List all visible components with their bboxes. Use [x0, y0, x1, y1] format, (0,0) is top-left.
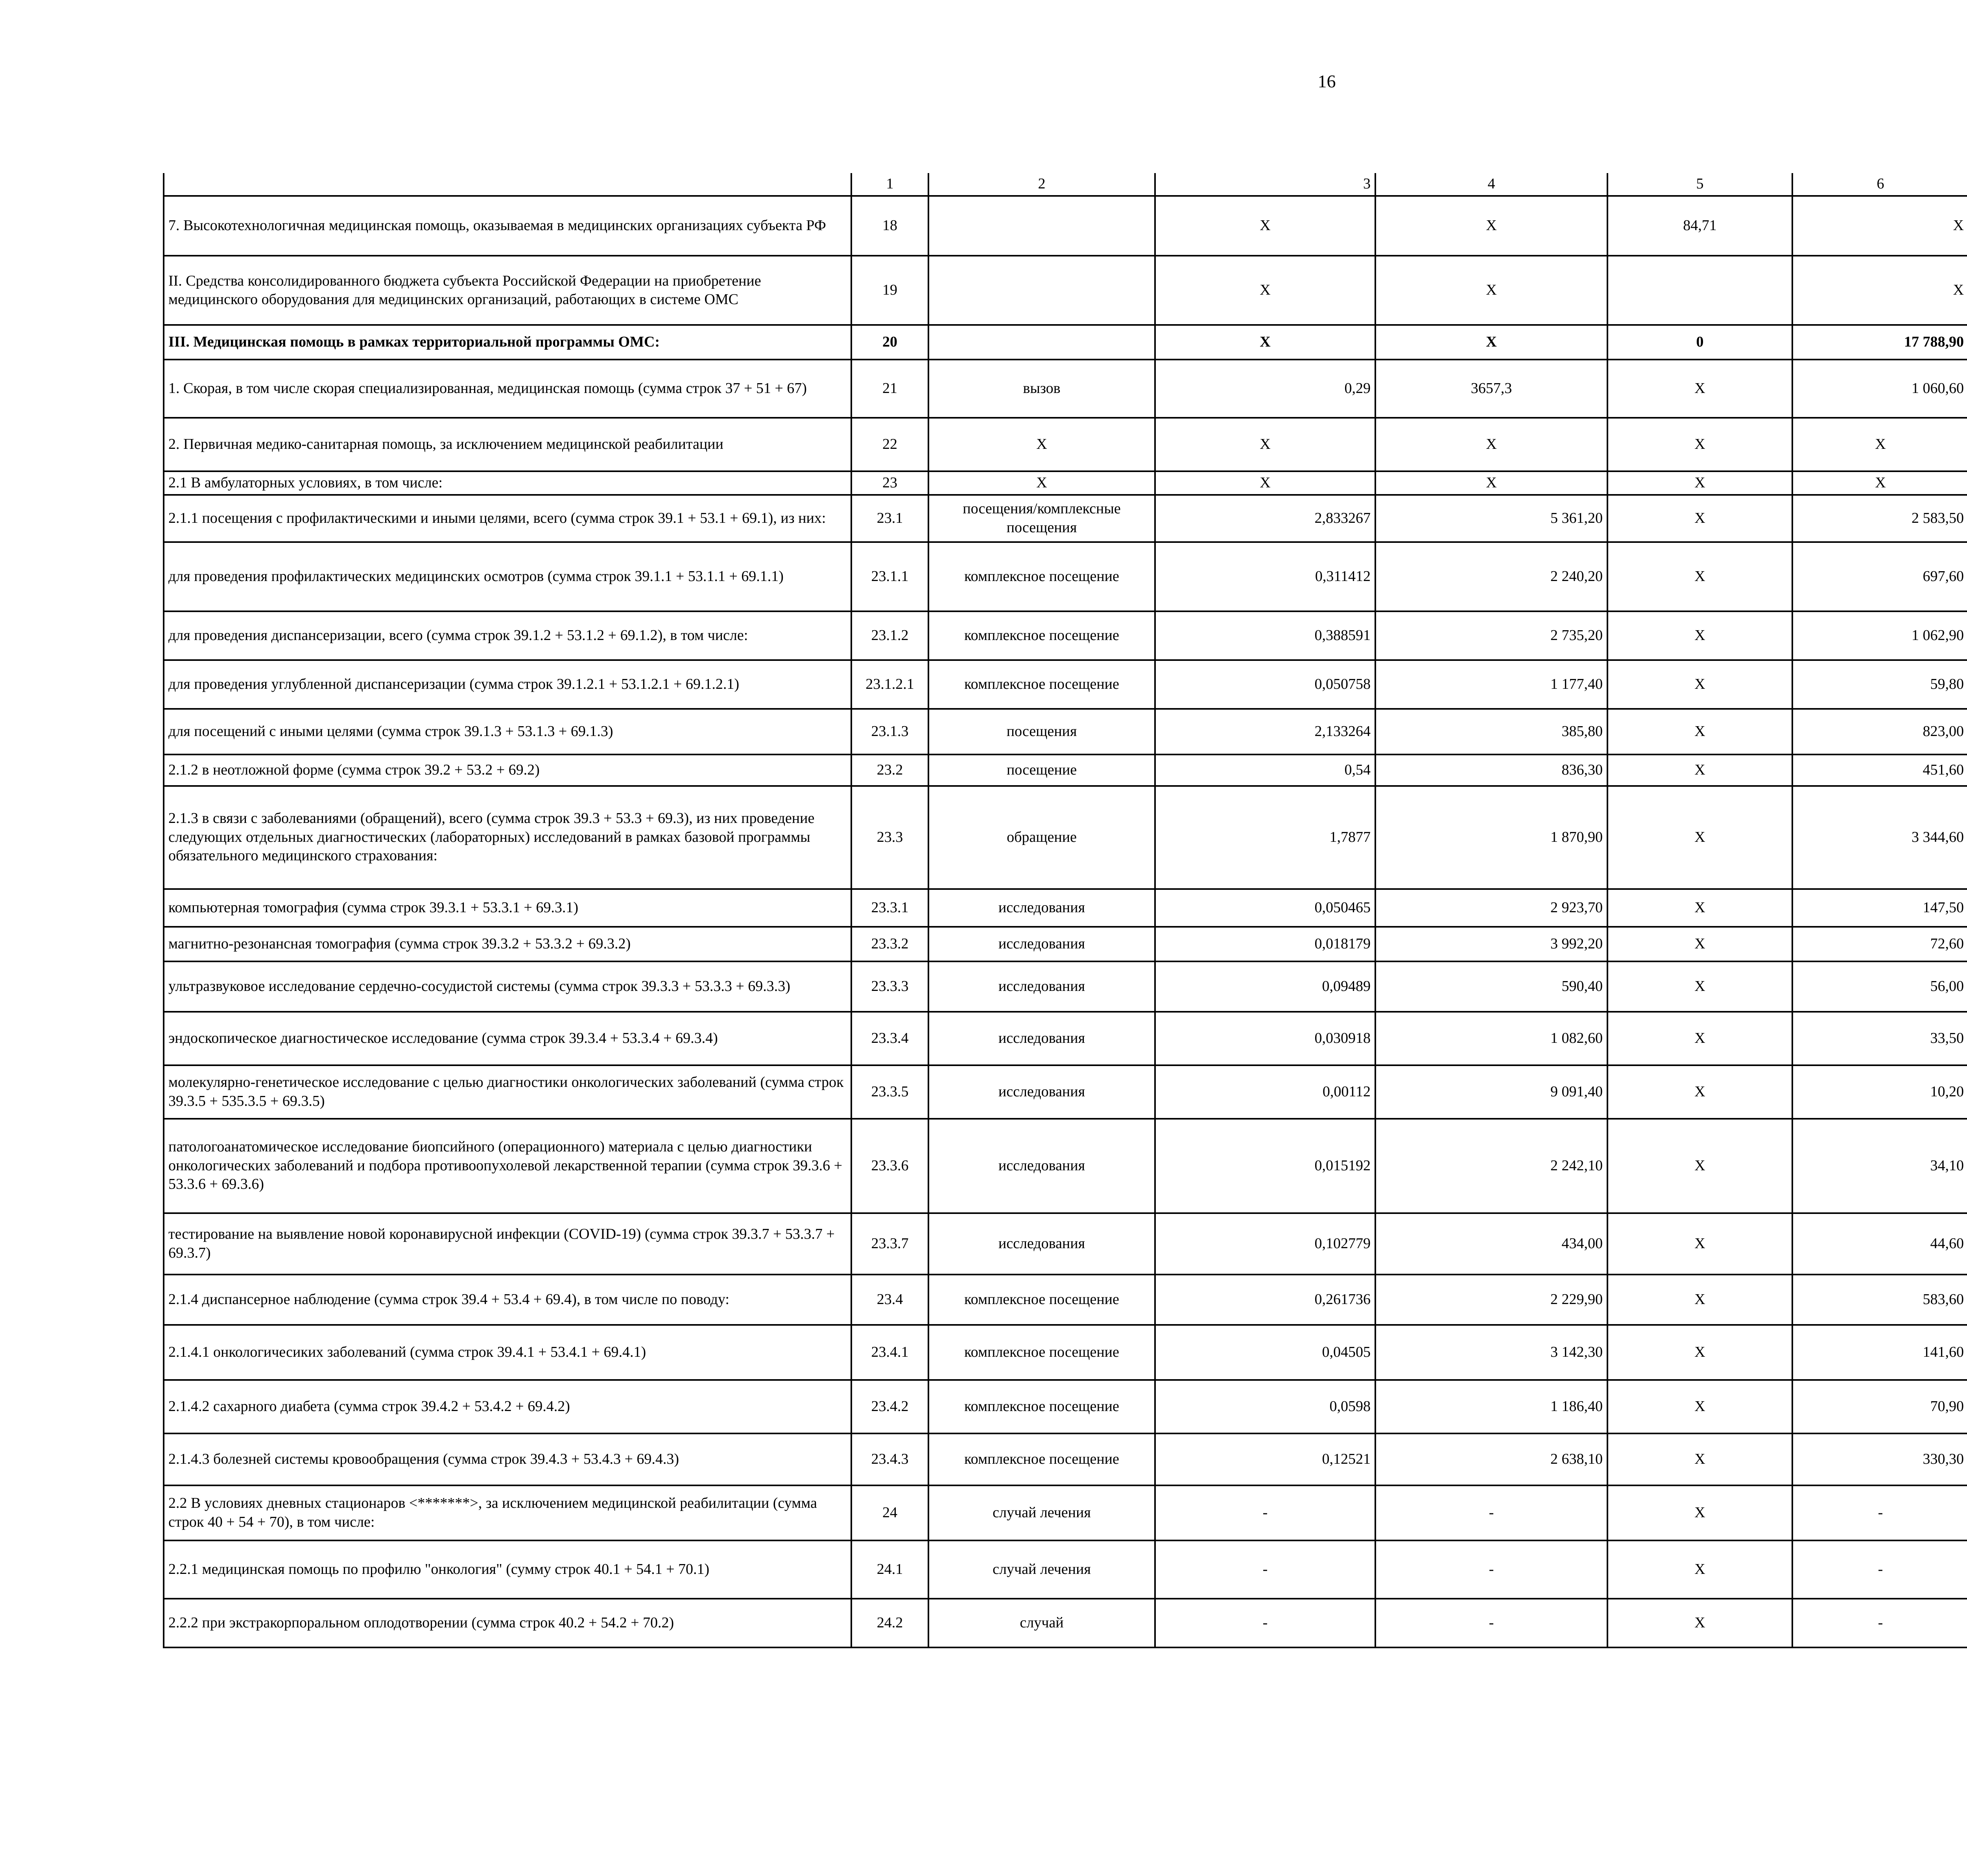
cell-col-4: 2 229,90: [1375, 1275, 1607, 1325]
cell-col-1: 23.3.2: [851, 927, 928, 961]
cell-col-4: -: [1375, 1540, 1607, 1599]
row-label-cell: 7. Высокотехнологичная медицинская помощь, оказываемая в медицинских организациях субъекта РФ: [164, 196, 851, 256]
cell-col-2: обращение: [928, 786, 1155, 889]
cell-col-5: [1607, 256, 1792, 325]
cell-col-3: 0,015192: [1155, 1119, 1375, 1213]
cell-col-3: 0,030918: [1155, 1012, 1375, 1065]
row-label-cell: для проведения диспансеризации, всего (сумма строк 39.1.2 + 53.1.2 + 69.1.2), в том числе:: [164, 611, 851, 660]
cell-col-3: 2,133264: [1155, 709, 1375, 754]
table-row: [164, 611, 1967, 660]
row-label-cell: молекулярно-генетическое исследование с целью диагностики онкологических заболеваний (сумма строк 39.3.5 + 535.3.5 + 69.3.5): [164, 1065, 851, 1119]
row-label-cell: 2.1.4.1 онкологичесиких заболеваний (сумма строк 39.4.1 + 53.4.1 + 69.4.1): [164, 1325, 851, 1380]
cell-col-5: X: [1607, 360, 1792, 418]
cell-col-3: 0,388591: [1155, 611, 1375, 660]
table-row: [164, 1012, 1967, 1065]
cell-col-6: X: [1792, 471, 1967, 495]
cell-col-2: комплексное посещение: [928, 611, 1155, 660]
cell-col-2: комплексное посещение: [928, 1433, 1155, 1485]
cell-col-6: 451,60: [1792, 754, 1967, 786]
row-label-cell: 2. Первичная медико-санитарная помощь, за исключением медицинской реабилитации: [164, 418, 851, 471]
cell-col-5: X: [1607, 418, 1792, 471]
cell-col-1: 23.1.1: [851, 542, 928, 611]
cell-col-2: комплексное посещение: [928, 542, 1155, 611]
row-label-cell: для проведения профилактических медицинских осмотров (сумма строк 39.1.1 + 53.1.1 + 69.1.1): [164, 542, 851, 611]
cell-col-6: 141,60: [1792, 1325, 1967, 1380]
cell-col-2: посещение: [928, 754, 1155, 786]
cell-col-5: X: [1607, 1380, 1792, 1433]
row-label-cell: 2.1.3 в связи с заболеваниями (обращений), всего (сумма строк 39.3 + 53.3 + 69.3), из них проведение следующих отдельных диагностических (лабораторных) исследований в рамках базовой программы обязательного медицинского страхования:: [164, 786, 851, 889]
cell-col-2: вызов: [928, 360, 1155, 418]
row-label-cell: 2.1.4.3 болезней системы кровообращения (сумма строк 39.4.3 + 53.4.3 + 69.4.3): [164, 1433, 851, 1485]
cell-col-4: 2 638,10: [1375, 1433, 1607, 1485]
cell-col-2: комплексное посещение: [928, 1325, 1155, 1380]
cell-col-5: X: [1607, 542, 1792, 611]
cell-col-4: X: [1375, 256, 1607, 325]
table-row: [164, 1485, 1967, 1540]
cell-col-6: X: [1792, 196, 1967, 256]
header-cell-1: 1: [851, 173, 928, 196]
header-cell-6: 6: [1792, 173, 1967, 196]
cell-col-6: 72,60: [1792, 927, 1967, 961]
cell-col-3: -: [1155, 1485, 1375, 1540]
cell-col-3: 0,102779: [1155, 1213, 1375, 1275]
cell-col-3: -: [1155, 1599, 1375, 1647]
cell-col-2: случай лечения: [928, 1540, 1155, 1599]
cell-col-3: 0,0598: [1155, 1380, 1375, 1433]
cell-col-5: X: [1607, 961, 1792, 1012]
cell-col-2: исследования: [928, 961, 1155, 1012]
cell-col-2: случай: [928, 1599, 1155, 1647]
cell-col-3: 0,00112: [1155, 1065, 1375, 1119]
row-label-cell: патологоанатомическое исследование биопсийного (операционного) материала с целью диагностики онкологических заболеваний и подбора противоопухолевой лекарственной терапии (сумма строк 39.3.6 + 53.3.6 + 69.3.6): [164, 1119, 851, 1213]
cell-col-5: X: [1607, 1485, 1792, 1540]
cell-col-1: 20: [851, 325, 928, 360]
cell-col-4: 2 242,10: [1375, 1119, 1607, 1213]
cell-col-2: случай лечения: [928, 1485, 1155, 1540]
cell-col-3: 0,311412: [1155, 542, 1375, 611]
cell-col-1: 23.2: [851, 754, 928, 786]
cell-col-4: X: [1375, 325, 1607, 360]
cell-col-1: 19: [851, 256, 928, 325]
table-row: [164, 1433, 1967, 1485]
cell-col-5: X: [1607, 1325, 1792, 1380]
cell-col-4: 1 082,60: [1375, 1012, 1607, 1065]
cell-col-1: 23.1.3: [851, 709, 928, 754]
cell-col-2: исследования: [928, 1119, 1155, 1213]
cell-col-2: исследования: [928, 1065, 1155, 1119]
table-row: [164, 325, 1967, 360]
cell-col-6: 44,60: [1792, 1213, 1967, 1275]
cell-col-5: X: [1607, 709, 1792, 754]
cell-col-3: X: [1155, 256, 1375, 325]
cell-col-4: 3 142,30: [1375, 1325, 1607, 1380]
row-label-cell: 2.1.4.2 сахарного диабета (сумма строк 39.4.2 + 53.4.2 + 69.4.2): [164, 1380, 851, 1433]
table-row: [164, 1325, 1967, 1380]
cell-col-2: [928, 256, 1155, 325]
table-row: [164, 471, 1967, 495]
header-cell-4: 4: [1375, 173, 1607, 196]
cell-col-6: 1 060,60: [1792, 360, 1967, 418]
cell-col-1: 22: [851, 418, 928, 471]
cell-col-5: X: [1607, 1119, 1792, 1213]
cell-col-6: 697,60: [1792, 542, 1967, 611]
cell-col-5: X: [1607, 660, 1792, 709]
cell-col-4: 1 177,40: [1375, 660, 1607, 709]
cell-col-5: X: [1607, 471, 1792, 495]
cell-col-1: 23.3.6: [851, 1119, 928, 1213]
row-label-cell: 2.2.1 медицинская помощь по профилю "онкология" (сумму строк 40.1 + 54.1 + 70.1): [164, 1540, 851, 1599]
cell-col-5: X: [1607, 754, 1792, 786]
cell-col-6: 1 062,90: [1792, 611, 1967, 660]
cell-col-2: исследования: [928, 1213, 1155, 1275]
cell-col-5: 84,71: [1607, 196, 1792, 256]
row-label-cell: эндоскопическое диагностическое исследование (сумма строк 39.3.4 + 53.3.4 + 69.3.4): [164, 1012, 851, 1065]
cell-col-1: 23.3.3: [851, 961, 928, 1012]
row-label-cell: III. Медицинская помощь в рамках территориальной программы ОМС:: [164, 325, 851, 360]
cell-col-1: 21: [851, 360, 928, 418]
cell-col-5: X: [1607, 1433, 1792, 1485]
cell-col-4: 2 240,20: [1375, 542, 1607, 611]
cell-col-5: X: [1607, 1213, 1792, 1275]
cell-col-3: 0,04505: [1155, 1325, 1375, 1380]
cell-col-3: 0,050465: [1155, 889, 1375, 927]
cell-col-6: 10,20: [1792, 1065, 1967, 1119]
cell-col-4: 836,30: [1375, 754, 1607, 786]
cell-col-1: 18: [851, 196, 928, 256]
cell-col-4: -: [1375, 1599, 1607, 1647]
row-label-cell: II. Средства консолидированного бюджета субъекта Российской Федерации на приобретение медицинского оборудования для медицинских организаций, работающих в системе ОМС: [164, 256, 851, 325]
table-row: [164, 660, 1967, 709]
cell-col-3: 0,018179: [1155, 927, 1375, 961]
cell-col-1: 23.4.2: [851, 1380, 928, 1433]
cell-col-4: 3657,3: [1375, 360, 1607, 418]
data-table: [163, 173, 1967, 1648]
table-row: [164, 360, 1967, 418]
cell-col-1: 24.1: [851, 1540, 928, 1599]
table-row: [164, 542, 1967, 611]
cell-col-4: X: [1375, 418, 1607, 471]
row-label-cell: 2.1 В амбулаторных условиях, в том числе:: [164, 471, 851, 495]
cell-col-3: X: [1155, 196, 1375, 256]
cell-col-5: X: [1607, 1065, 1792, 1119]
cell-col-6: 147,50: [1792, 889, 1967, 927]
cell-col-3: 2,833267: [1155, 495, 1375, 542]
cell-col-2: комплексное посещение: [928, 1275, 1155, 1325]
cell-col-5: X: [1607, 1275, 1792, 1325]
row-label-cell: тестирование на выявление новой коронавирусной инфекции (COVID-19) (сумма строк 39.3.7 + 53.3.7 + 69.3.7): [164, 1213, 851, 1275]
cell-col-3: 0,050758: [1155, 660, 1375, 709]
table-row: [164, 418, 1967, 471]
cell-col-4: 2 923,70: [1375, 889, 1607, 927]
cell-col-6: 17 788,90: [1792, 325, 1967, 360]
row-label-cell: 1. Скорая, в том числе скорая специализированная, медицинская помощь (сумма строк 37 + 51 + 67): [164, 360, 851, 418]
cell-col-1: 23.1: [851, 495, 928, 542]
cell-col-5: X: [1607, 611, 1792, 660]
cell-col-6: 59,80: [1792, 660, 1967, 709]
cell-col-5: X: [1607, 889, 1792, 927]
cell-col-1: 23.4.3: [851, 1433, 928, 1485]
cell-col-4: 9 091,40: [1375, 1065, 1607, 1119]
cell-col-2: [928, 196, 1155, 256]
cell-col-2: X: [928, 471, 1155, 495]
table-row: [164, 1275, 1967, 1325]
cell-col-1: 23.4: [851, 1275, 928, 1325]
row-label-cell: для проведения углубленной диспансеризации (сумма строк 39.1.2.1 + 53.1.2.1 + 69.1.2.1): [164, 660, 851, 709]
cell-col-6: -: [1792, 1540, 1967, 1599]
cell-col-4: X: [1375, 471, 1607, 495]
table-row: [164, 927, 1967, 961]
table-row: [164, 1380, 1967, 1433]
row-label-cell: компьютерная томография (сумма строк 39.3.1 + 53.3.1 + 69.3.1): [164, 889, 851, 927]
header-cell-3: 3: [1155, 173, 1375, 196]
cell-col-5: X: [1607, 1599, 1792, 1647]
cell-col-3: X: [1155, 325, 1375, 360]
cell-col-5: X: [1607, 786, 1792, 889]
cell-col-1: 23.3.5: [851, 1065, 928, 1119]
cell-col-6: 34,10: [1792, 1119, 1967, 1213]
cell-col-3: 0,29: [1155, 360, 1375, 418]
row-label-cell: ультразвуковое исследование сердечно-сосудистой системы (сумма строк 39.3.3 + 53.3.3 + 69.3.3): [164, 961, 851, 1012]
cell-col-6: 583,60: [1792, 1275, 1967, 1325]
cell-col-3: 0,12521: [1155, 1433, 1375, 1485]
cell-col-3: -: [1155, 1540, 1375, 1599]
row-label-cell: 2.1.2 в неотложной форме (сумма строк 39.2 + 53.2 + 69.2): [164, 754, 851, 786]
table-row: [164, 1599, 1967, 1647]
cell-col-2: [928, 325, 1155, 360]
cell-col-2: исследования: [928, 1012, 1155, 1065]
cell-col-2: посещения: [928, 709, 1155, 754]
row-label-cell: магнитно-резонансная томография (сумма строк 39.3.2 + 53.3.2 + 69.3.2): [164, 927, 851, 961]
cell-col-6: 3 344,60: [1792, 786, 1967, 889]
cell-col-5: X: [1607, 1012, 1792, 1065]
table-row: [164, 889, 1967, 927]
cell-col-1: 23.3.4: [851, 1012, 928, 1065]
cell-col-5: X: [1607, 927, 1792, 961]
cell-col-5: 0: [1607, 325, 1792, 360]
row-label-cell: для посещений с иными целями (сумма строк 39.1.3 + 53.1.3 + 69.1.3): [164, 709, 851, 754]
cell-col-2: X: [928, 418, 1155, 471]
cell-col-6: 330,30: [1792, 1433, 1967, 1485]
cell-col-4: 5 361,20: [1375, 495, 1607, 542]
table-row: [164, 196, 1967, 256]
cell-col-6: 70,90: [1792, 1380, 1967, 1433]
cell-col-4: X: [1375, 196, 1607, 256]
cell-col-3: X: [1155, 418, 1375, 471]
cell-col-6: X: [1792, 418, 1967, 471]
cell-col-4: 590,40: [1375, 961, 1607, 1012]
table-row: [164, 1065, 1967, 1119]
table-row: [164, 709, 1967, 754]
cell-col-3: X: [1155, 471, 1375, 495]
cell-col-6: X: [1792, 256, 1967, 325]
cell-col-1: 24: [851, 1485, 928, 1540]
header-cell-name: [164, 173, 851, 196]
table-row: [164, 495, 1967, 542]
header-row: [164, 173, 1967, 196]
cell-col-6: 56,00: [1792, 961, 1967, 1012]
cell-col-3: 0,09489: [1155, 961, 1375, 1012]
row-label-cell: 2.1.1 посещения с профилактическими и иными целями, всего (сумма строк 39.1 + 53.1 + 69.1), из них:: [164, 495, 851, 542]
row-label-cell: 2.1.4 диспансерное наблюдение (сумма строк 39.4 + 53.4 + 69.4), в том числе по поводу:: [164, 1275, 851, 1325]
row-label-cell: 2.2 В условиях дневных стационаров <*******>, за исключением медицинской реабилитации (сумма строк 40 + 54 + 70), в том числе:: [164, 1485, 851, 1540]
cell-col-2: посещения/комплексные посещения: [928, 495, 1155, 542]
cell-col-1: 23: [851, 471, 928, 495]
cell-col-3: 1,7877: [1155, 786, 1375, 889]
cell-col-2: исследования: [928, 889, 1155, 927]
table-row: [164, 1540, 1967, 1599]
cell-col-4: 1 870,90: [1375, 786, 1607, 889]
cell-col-4: 2 735,20: [1375, 611, 1607, 660]
cell-col-1: 23.1.2.1: [851, 660, 928, 709]
cell-col-6: -: [1792, 1599, 1967, 1647]
cell-col-6: 823,00: [1792, 709, 1967, 754]
cell-col-3: 0,261736: [1155, 1275, 1375, 1325]
cell-col-4: 3 992,20: [1375, 927, 1607, 961]
cell-col-1: 23.3.7: [851, 1213, 928, 1275]
cell-col-1: 23.3.1: [851, 889, 928, 927]
table-row: [164, 1213, 1967, 1275]
cell-col-3: 0,54: [1155, 754, 1375, 786]
page-number: 16: [1317, 71, 1336, 91]
cell-col-1: 23.3: [851, 786, 928, 889]
cell-col-6: -: [1792, 1485, 1967, 1540]
table-row: [164, 961, 1967, 1012]
table-row: [164, 256, 1967, 325]
cell-col-6: 33,50: [1792, 1012, 1967, 1065]
cell-col-2: комплексное посещение: [928, 1380, 1155, 1433]
table-row: [164, 786, 1967, 889]
cell-col-1: 23.4.1: [851, 1325, 928, 1380]
cell-col-5: X: [1607, 1540, 1792, 1599]
cell-col-2: комплексное посещение: [928, 660, 1155, 709]
cell-col-2: исследования: [928, 927, 1155, 961]
cell-col-1: 23.1.2: [851, 611, 928, 660]
cell-col-4: 1 186,40: [1375, 1380, 1607, 1433]
cell-col-5: X: [1607, 495, 1792, 542]
cell-col-4: 385,80: [1375, 709, 1607, 754]
cell-col-4: 434,00: [1375, 1213, 1607, 1275]
table-row: [164, 754, 1967, 786]
header-cell-5: 5: [1607, 173, 1792, 196]
cell-col-6: 2 583,50: [1792, 495, 1967, 542]
cell-col-4: -: [1375, 1485, 1607, 1540]
row-label-cell: 2.2.2 при экстракорпоральном оплодотворении (сумма строк 40.2 + 54.2 + 70.2): [164, 1599, 851, 1647]
cell-col-1: 24.2: [851, 1599, 928, 1647]
table-row: [164, 1119, 1967, 1213]
header-cell-2: 2: [928, 173, 1155, 196]
